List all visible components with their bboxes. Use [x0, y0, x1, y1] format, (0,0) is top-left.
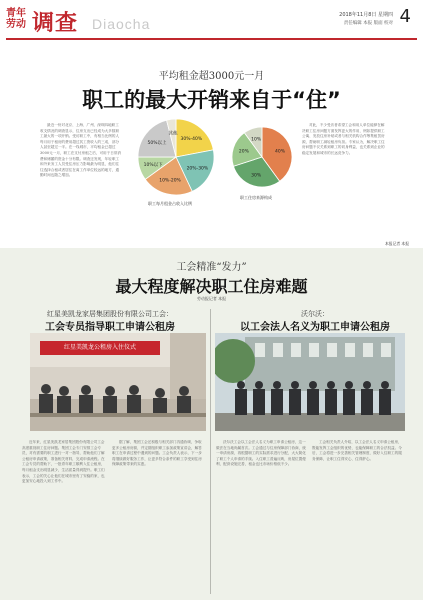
- story1-charts: [128, 117, 296, 211]
- pie-chart-rent-ratio: [138, 119, 214, 195]
- pie-slice-label: 其他: [168, 131, 178, 137]
- story2-col2-text: 据了解，集团工会还积极与相关部门沟通协调，争取更多公租房房源，并定期组织职工参加政策宣讲会，解答职工在申请过程中遇到的问题。工会负责人表示，下一步将继续做好服务工作，让更多符合条件的职工享受到住房保障政策带来的实惠。: [112, 440, 202, 467]
- page-number: 4: [399, 6, 411, 27]
- story2-headline: 最大程度解决职工住房难题: [115, 277, 308, 296]
- issue-date: 2018年11月8日 星期四: [339, 12, 393, 18]
- left-photo: [30, 333, 206, 431]
- story1-byline: 本报记者 本报: [385, 241, 409, 246]
- pie-slice-label: 10%: [251, 137, 262, 143]
- right-subkicker: 沃尔沃：: [301, 310, 329, 318]
- story2-kicker: 工会精准“发力”: [176, 262, 247, 273]
- story1-headline: 职工的最大开销来自于“住”: [82, 88, 341, 112]
- left-photo-banner: 红星美凯龙公租房入住仪式: [40, 341, 160, 355]
- pie-chart-housing-source: [232, 127, 292, 187]
- header-rule: [6, 38, 417, 40]
- story2-divider: [210, 309, 211, 594]
- story1-body-right: [302, 123, 388, 228]
- story2-col2: [112, 440, 204, 590]
- page-header: [0, 0, 423, 46]
- section-ribbon-logo: [6, 8, 28, 30]
- chart-caption-1: 职工每月租金占收入比例: [148, 201, 192, 206]
- story2-byline: 劳动报记者 本报: [196, 296, 227, 301]
- pie-slice-label: 50%以上: [147, 140, 167, 146]
- left-subheadline: 工会专员指导职工申请公租房: [45, 322, 175, 333]
- story1-body-right-text: 对此，不少受访者希望工会和用人单位能够在解决职工住房问题方面发挥更大的作用，例如提供职工公寓、发放住房补贴或者与相关机构合作筹集租赁房源，帮助职工减轻租房负担。专家认为，解决职工住房问题不仅关系到职工的切身利益，也关系到企业的稳定发展和城市的长远竞争力。: [302, 123, 385, 155]
- story1-body-left-text: 最近一份对北京、上海、广州、深圳四地职工收支情况的调查显示，住房支出已经成为大多数职工最大的一项开销。受访职工中，有相当比例的人每月用于租房的费用超过其工资收入的三成，部分人甚至超过一半。在一线城市，平均租金已超过3000元一月，职工在支付房租之后，可用于日常消费和储蓄的资金十分有限。调查还发现，年轻职工和外来务工人员受住房压力影响最为明显，他们往往选择合租或者居住在离工作单位较远的地方，通勤时间也随之增加。: [40, 123, 122, 178]
- pie-slice-label: 10%以下: [143, 162, 163, 168]
- pie-slice-label: 30%: [251, 173, 262, 179]
- story2-col3: [216, 440, 308, 590]
- story2-col1: [22, 440, 108, 590]
- story1-kicker: 平均租金超3000元一月: [158, 71, 265, 82]
- section-pinyin: Diaocha: [92, 16, 151, 32]
- right-photo: [215, 333, 405, 431]
- chart-caption-2: 职工住房来源构成: [240, 195, 272, 200]
- pie-slice-label: 20%-30%: [186, 166, 209, 172]
- left-subkicker: 红星美凯龙家居集团股份有限公司工会：: [47, 310, 173, 318]
- editor-line: 责任编辑 本报 版面 校对: [343, 21, 393, 26]
- story2-col4-text: 工会相关负责人介绍，以工会法人名义申请公租房，既能发挥工会组织的优势，也能保障职工的合法权益。今后，工会将进一步完善相关管理制度，做好入住职工的服务保障，让职工住得安心、住得舒心。: [312, 440, 402, 461]
- right-subheadline: 以工会法人名义为职工申请公租房: [240, 322, 390, 333]
- section-ribbon-text: 青年 劳动: [6, 8, 26, 30]
- pie-slice-label: 30%-40%: [180, 137, 203, 143]
- story2-col4: [312, 440, 404, 590]
- section-title: 调查: [32, 11, 79, 36]
- pie-slice-label: 20%: [238, 149, 249, 155]
- story2-col1-text: 近年来，红星美凯龙家居集团股份有限公司工会高度重视职工住房问题。集团工会专门安排工会专员，对有需要的职工进行一对一指导，帮助他们了解公租房申请政策，准备相关材料，完成申请流程。在工会专员的帮助下，一批青年职工顺利入住公租房，每月租金支出明显减少，生活质量得到提升。职工们表示，工会的关心让他们在城市里有了安稳的家，也更加安心地投入到工作中。: [22, 440, 105, 484]
- right-photo-image: [215, 333, 405, 431]
- story2-col3-text: 沃尔沃工会以工会法人名义为职工申请公租房，这一做法在当地尚属首次。工会通过与住房保障部门协商，统一申请房源，再根据职工的实际需求进行分配，大大简化了职工个人申请的手续。入住职工普遍反映，房屋位置便利，配套设施完善，租金也比市场价格低不少。: [216, 440, 306, 467]
- story1-body-left: [40, 123, 122, 223]
- pie-slice-label: 10%-20%: [159, 178, 181, 184]
- pie-slice-label: 40%: [275, 149, 286, 155]
